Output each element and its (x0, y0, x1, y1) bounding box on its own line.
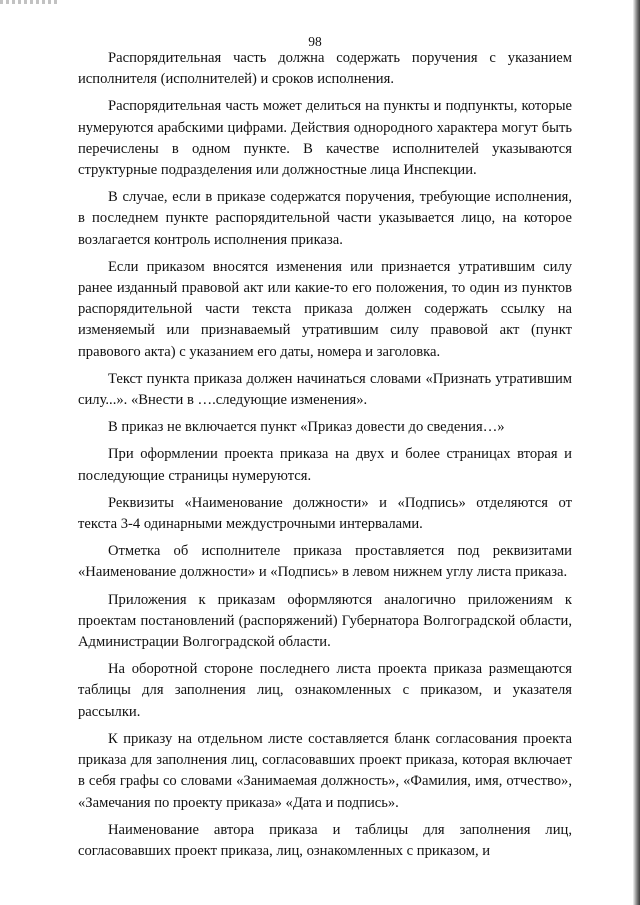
scan-edge-shadow (633, 0, 640, 905)
paragraph: Текст пункта приказа должен начинаться словами «Признать утратившим силу...». «Внести в ….следующие изменения». (78, 370, 572, 409)
paragraph: Распорядительная часть должна содержать поручения с указанием исполнителя (исполнителей) и сроков исполнения. (78, 50, 572, 88)
paragraph: Наименование автора приказа и таблицы для заполнения лиц, согласовавших проект приказа, лиц, ознакомленных с приказом, и (78, 821, 572, 859)
document-text (78, 48, 572, 868)
paragraph: При оформлении проекта приказа на двух и более страницах вторая и последующие страницы нумеруются. (78, 446, 572, 484)
paragraph: На оборотной стороне последнего листа проекта приказа размещаются таблицы для заполнения лиц, ознакомленных с приказом, и указателя рассылки. (78, 661, 572, 720)
paragraph: Если приказом вносятся изменения или признается утратившим силу ранее изданный правовой акт или какие-то его положения, то один из пунктов распорядительной части текста приказа должен содержать ссылку на изменяемый или признаваемый утратившим силу правовой акт (пункт правового акта) с указанием его даты, номера и заголовка. (78, 258, 572, 360)
page-number: 98 (308, 34, 322, 49)
paragraph: В случае, если в приказе содержатся поручения, требующие исполнения, в последнем пункте распорядительной части указывается лицо, на которое возлагается контроль исполнения приказа. (78, 189, 572, 248)
paragraph: В приказ не включается пункт «Приказ довести до сведения…» (108, 419, 505, 436)
paragraph: Приложения к приказам оформляются аналогично приложениям к проектам постановлений (распоряжений) Губернатора Волгоградской области, Администрации Волгоградской области. (78, 591, 572, 651)
scan-artifact (0, 0, 60, 4)
paragraph: Отметка об исполнителе приказа проставляется под реквизитами «Наименование должности» и «Подпись» в левом нижнем углу листа приказа. (78, 543, 572, 581)
paragraph: Реквизиты «Наименование должности» и «Подпись» отделяются от текста 3-4 одинарными междустрочными интервалами. (78, 494, 572, 533)
paragraph: Распорядительная часть может делиться на пункты и подпункты, которые нумеруются арабскими цифрами. Действия однородного характера могут быть перечислены в одном пункте. В качестве исполнителей указываются структурные подразделения или должностные лица Инспекции. (78, 98, 572, 179)
paragraph: К приказу на отдельном листе составляется бланк согласования проекта приказа для заполнения лиц, согласовавших проект приказа, которая включает в себя графы со словами «Занимаемая должность», «Фамилия, имя, отчество», «Замечания по проекту приказа» «Дата и подпись». (78, 730, 572, 811)
